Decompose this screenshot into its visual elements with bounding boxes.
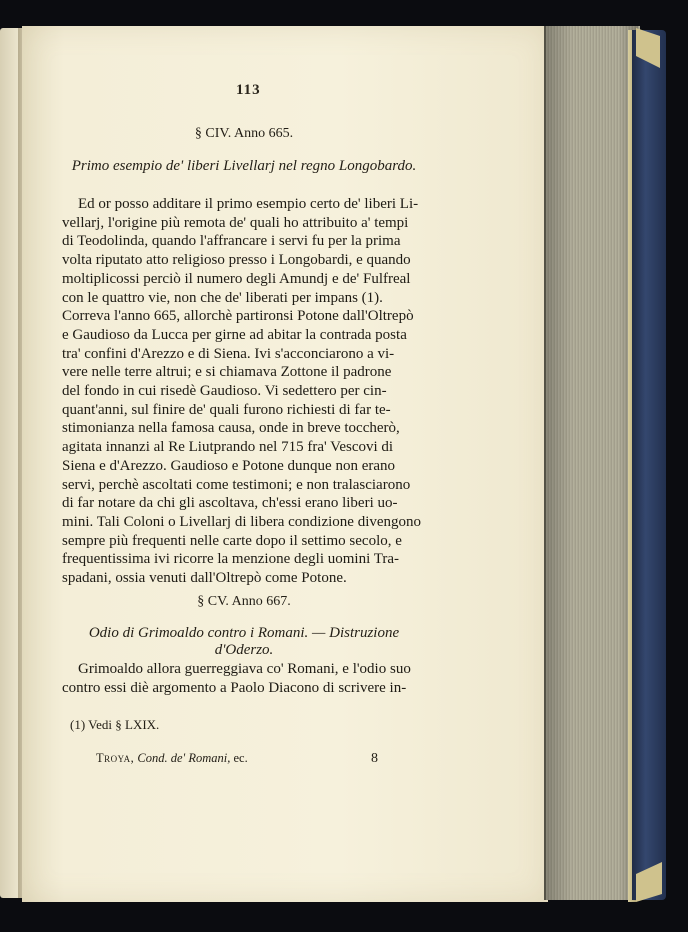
text-line: contro essi diè argomento a Paolo Diacono di scrivere in- [62, 679, 407, 696]
text-line: moltiplicossi perciò il numero degli Amundj e de' Fulfreal [62, 270, 411, 287]
text-line: vellarj, l'origine più remota de' quali ho attribuito a' tempi [62, 214, 409, 231]
section-subheading-civ: Primo esempio de' liberi Livellarj nel regno Longobardo. [71, 158, 417, 174]
section-heading-civ: § CIV. Anno 665. [194, 126, 294, 141]
signature-etc: ec. [233, 751, 248, 765]
text-line: di Teodolinda, quando l'affrancare i servi fu per la prima [62, 233, 401, 250]
text-line: stimonianza nella famosa causa, onde in breve toccherò, [62, 420, 400, 437]
section-heading-cv: § CV. Anno 667. [197, 594, 291, 609]
text-line: servi, perchè ascoltati come testimoni; e non tralasciarono [62, 476, 411, 493]
text-line: Correva l'anno 665, allorchè partironsi Potone dall'Oltrepò [62, 308, 414, 325]
signature-sheet-number: 8 [371, 751, 378, 766]
text-line: Ed or posso additare il primo esempio certo de' liberi Li- [78, 196, 419, 212]
text-line: frequentissima ivi ricorre la menzione degli uomini Tra- [62, 551, 400, 568]
text-line: del fondo in cui risedè Gaudioso. Vi sedettero per cin- [62, 383, 387, 400]
text-line: vere nelle terre altrui; e si chiamava Zottone il padrone [62, 364, 392, 381]
text-line: volta riputato atto religioso presso i Longobardi, e quando [62, 252, 411, 269]
signature-author: Troya, [96, 751, 135, 765]
signature-line [96, 751, 248, 766]
text-line: Siena e d'Arezzo. Gaudioso e Potone dunque non erano [62, 457, 396, 474]
text-line: agitata innanzi al Re Liutprando nel 715 fra' Vescovi di [62, 439, 394, 456]
text-line: tra' confini d'Arezzo e di Siena. Ivi s'acconciarono a vi- [62, 345, 395, 362]
text-line: Grimoaldo allora guerreggiava co' Romani, e l'odio suo [78, 661, 411, 677]
book-cover [632, 30, 666, 900]
text-line: mini. Tali Coloni o Livellarj di libera condizione divengono [62, 513, 422, 530]
paragraph-2 [62, 660, 426, 697]
signature-title: Cond. de' Romani, [137, 751, 231, 765]
paragraph-2-text [62, 660, 426, 697]
text-line: quant'anni, sul finire de' quali furono richiesti di far te- [62, 401, 391, 418]
footnote: (1) Vedi § LXIX. [70, 717, 160, 732]
page-edges-shade [544, 26, 638, 900]
text-line: spadani, ossia venuti dall'Oltrepò come Potone. [62, 570, 347, 587]
text-line: con le quattro vie, non che de' liberati per impans (1). [62, 289, 383, 306]
text-line: e Gaudioso da Lucca per girne ad abitar la contrada posta [62, 326, 407, 343]
text-line: sempre più frequenti nelle carte dopo il settimo secolo, e [62, 532, 402, 549]
paragraph-1 [62, 195, 426, 588]
section-subheading-cv: Odio di Grimoaldo contro i Romani. — Distruzione d'Oderzo. [88, 625, 400, 658]
text-line: di far notare da chi gli ascoltava, ch'essi erano liberi uo- [62, 495, 398, 512]
page-number: 113 [236, 82, 261, 98]
paragraph-1-text [62, 195, 426, 588]
